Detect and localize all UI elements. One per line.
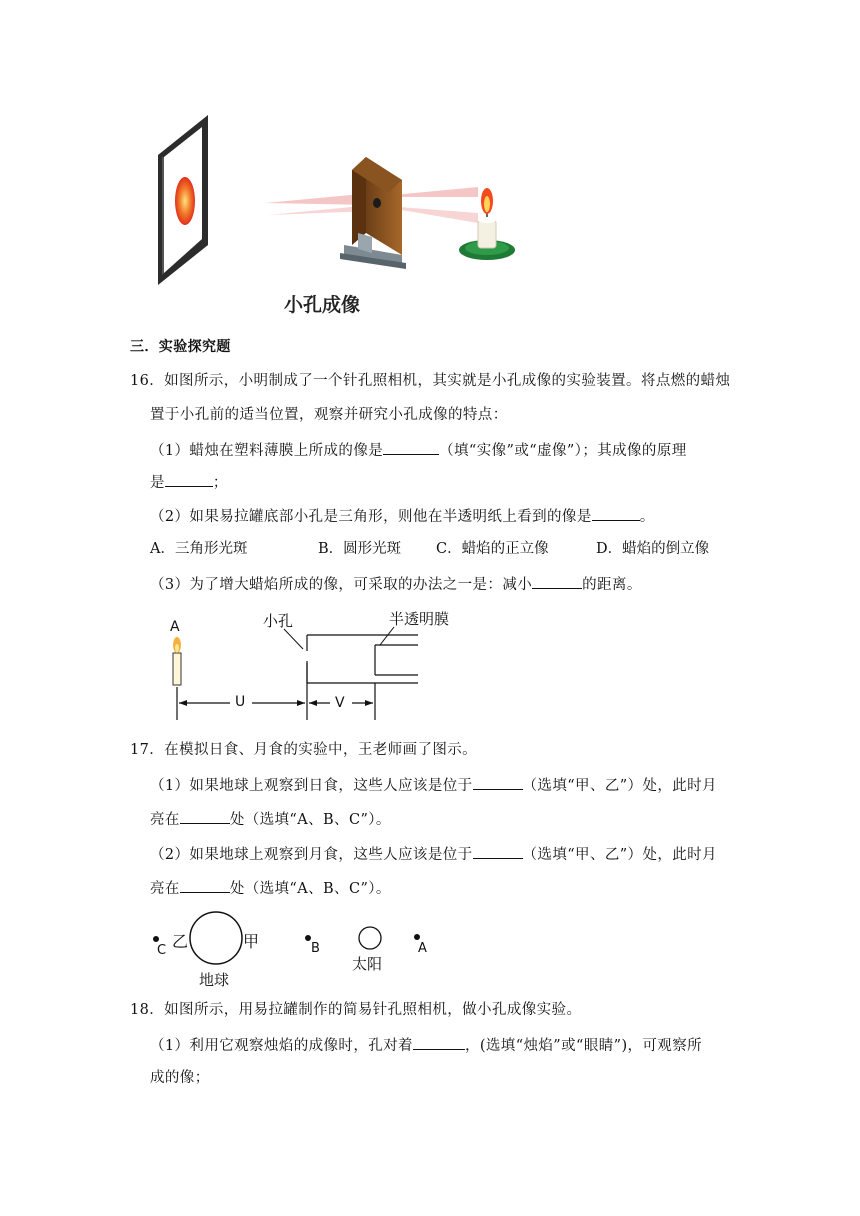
q16-stem-line2: 置于小孔前的适当位置，观察并研究小孔成像的特点： — [150, 407, 508, 423]
q16-label-hole: 小孔 — [263, 612, 294, 630]
q18-p1-text-a: （1）利用它观察烛焰的成像时，孔对着 — [150, 1038, 413, 1054]
sun-circle — [359, 927, 381, 949]
q17-part1-line2 — [150, 809, 391, 830]
point-c-dot — [153, 936, 159, 942]
q16-p1-text-a: （1）蜡烛在塑料薄膜上所成的像是 — [150, 443, 384, 459]
q16-p1-text-b: （填“实像”或“虚像”）；其成像的原理 — [439, 443, 687, 459]
diagram-camera-box — [307, 635, 418, 683]
q17-label-c: C — [157, 943, 167, 958]
q18-stem: 18．如图所示，用易拉罐制作的简易针孔照相机，做小孔成像实验。 — [130, 1002, 582, 1018]
q17-label-b: B — [311, 941, 320, 956]
q17-p1-blank1[interactable] — [473, 775, 523, 790]
q17-part2-line1 — [150, 844, 717, 865]
q16-option-b[interactable]: B．圆形光斑 — [318, 541, 402, 557]
q16-label-a: A — [170, 619, 180, 635]
q17-p2-text-a: （2）如果地球上观察到月食，这些人应该是位于 — [150, 847, 473, 863]
q18-part1-line1 — [150, 1035, 702, 1056]
q18-part1-line2: 成的像； — [150, 1070, 210, 1086]
q16-label-u: U — [235, 694, 246, 710]
q17-p2-blank2[interactable] — [180, 878, 230, 893]
section-title: 三．实验探究题 — [130, 339, 231, 355]
q17-p1-text-a: （1）如果地球上观察到日食，这些人应该是位于 — [150, 778, 473, 794]
q17-stem: 17．在模拟日食、月食的实验中，王老师画了图示。 — [130, 742, 478, 758]
q16-p2-text-a: （2）如果易拉罐底部小孔是三角形，则他在半透明纸上看到的像是 — [150, 509, 592, 525]
earth-circle — [190, 912, 242, 964]
q17-p1-text-d: 处（选填“A、B、C”）。 — [229, 812, 391, 828]
q16-p3-blank[interactable] — [532, 574, 582, 589]
q17-label-earth: 地球 — [199, 971, 230, 989]
q17-part1-line1 — [150, 775, 717, 796]
q16-p3-text-a: （3）为了增大蜡焰所成的像，可采取的办法之一是：减小 — [150, 577, 533, 593]
q17-part2-line2 — [150, 878, 391, 899]
q16-part1-line2 — [150, 472, 228, 493]
q17-label-yi: 乙 — [172, 932, 189, 951]
q16-p1-blank1[interactable] — [383, 440, 439, 455]
candle — [459, 188, 515, 260]
q17-p1-text-b: （选填“甲、乙”）处，此时月 — [522, 778, 717, 794]
q17-p1-blank2[interactable] — [180, 809, 230, 824]
q17-p2-text-d: 处（选填“A、B、C”）。 — [229, 881, 391, 897]
q16-p3-text-b: 的距离。 — [582, 577, 642, 593]
pinhole-board — [340, 157, 406, 269]
inverted-image — [175, 177, 195, 225]
q16-p1-text-c: 是 — [150, 475, 165, 491]
q16-option-c[interactable]: C．蜡焰的正立像 — [436, 541, 549, 557]
q16-part3 — [150, 574, 642, 595]
diagram-candle — [173, 637, 181, 685]
q17-p2-blank1[interactable] — [473, 844, 523, 859]
q17-label-sun: 太阳 — [352, 955, 383, 973]
q16-p2-text-b: 。 — [639, 509, 655, 525]
q16-stem-line1: 16．如图所示，小明制成了一个针孔照相机，其实就是小孔成像的实验装置。将点燃的蜡烛 — [130, 373, 731, 389]
q16-option-a[interactable]: A．三角形光斑 — [150, 541, 248, 557]
q16-p1-blank2[interactable] — [165, 472, 213, 487]
q17-eclipse-diagram — [150, 905, 440, 980]
screen-panel — [158, 115, 208, 285]
q16-part2 — [150, 506, 655, 527]
q16-option-d[interactable]: D．蜡焰的倒立像 — [596, 541, 710, 557]
figure-caption: 小孔成像 — [284, 294, 361, 316]
q17-p1-text-c: 亮在 — [150, 812, 180, 828]
q18-p1-blank[interactable] — [413, 1035, 465, 1050]
q17-p2-text-c: 亮在 — [150, 881, 180, 897]
q16-p1-text-d: ； — [212, 475, 228, 491]
q16-p2-blank[interactable] — [592, 506, 640, 521]
pinhole — [373, 198, 381, 208]
q17-label-a: A — [418, 941, 427, 956]
q16-part1-line1 — [150, 440, 687, 461]
q17-label-jia: 甲 — [243, 932, 260, 951]
point-a-dot — [414, 934, 420, 940]
q17-p2-text-b: （选填“甲、乙”）处，此时月 — [522, 847, 717, 863]
q16-label-film: 半透明膜 — [389, 610, 450, 628]
q16-label-v: V — [335, 695, 345, 711]
q18-p1-text-b: ，(选填“烛焰”或“眼睛”)，可观察所 — [464, 1038, 703, 1054]
